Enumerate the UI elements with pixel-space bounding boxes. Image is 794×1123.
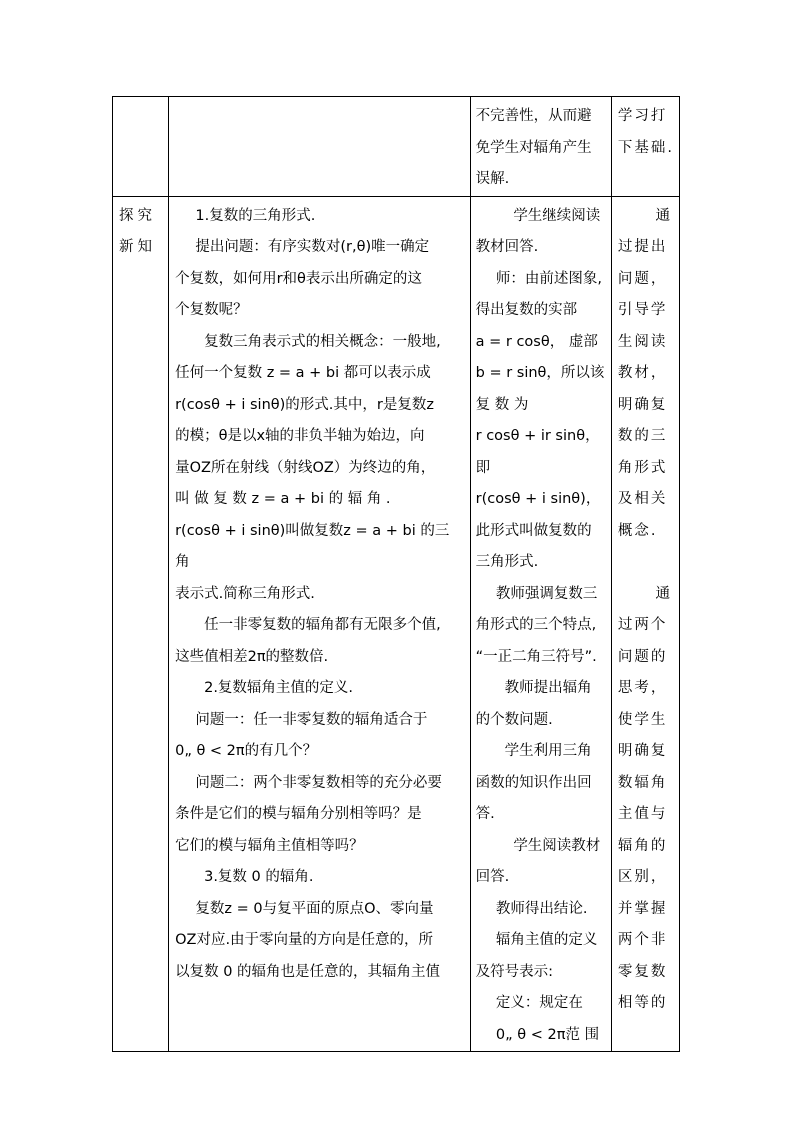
text-line: 数的三 [617, 428, 668, 444]
text-line: 的模；θ是以x轴的非负半轴为始边，向 [175, 428, 425, 444]
text-line [618, 547, 675, 579]
text-line: 复 数 为 [475, 396, 529, 413]
text-line: 通 [655, 207, 673, 224]
stage-cell [113, 97, 169, 197]
text-line: 下基础. [617, 139, 674, 156]
text-line: 明确复 [617, 396, 668, 413]
text-line: 个复数呢？ [175, 302, 248, 318]
text-line: 过提出 [617, 239, 668, 255]
text-line: 个复数，如何用r和θ表示出所确定的这 [175, 270, 422, 287]
text-line: 两个非 [617, 932, 668, 948]
purpose-cell [611, 196, 679, 1052]
text-line: r cosθ + ir sinθ，即 [475, 428, 600, 476]
text-line: 表示式.简称三角形式. [175, 585, 315, 602]
section-heading: 2.复数辐角主值的定义. [204, 680, 354, 696]
text-line: 这些值相差2π的整数倍. [175, 648, 329, 665]
table-row [113, 196, 680, 1052]
text-line: 生阅读 [617, 333, 668, 350]
purpose-cell [611, 97, 679, 197]
text-line: 过两个 [617, 617, 668, 633]
text-line: 任何一个复数 z = a + bi 都可以表示成 [175, 365, 431, 381]
text-line: 的个数问题. [475, 711, 553, 728]
text-line: 任一非零复数的辐角都有无限多个值, [204, 617, 441, 633]
table-row [113, 97, 680, 197]
text-line: 误解. [475, 171, 510, 187]
text-line: 答. [475, 806, 495, 822]
text-line: 教材， [617, 365, 668, 381]
text-line: “一正二角三符号”. [475, 648, 597, 665]
text-line: OZ对应.由于零向量的方向是任意的，所 [175, 932, 434, 948]
text-line: 免学生对辐角产生 [475, 139, 592, 156]
section-heading: 3.复数 0 的辐角. [204, 869, 314, 885]
text-line: 三角形式. [475, 554, 539, 570]
text-line: 使学生 [617, 711, 668, 728]
text-line: 问题的 [617, 648, 668, 665]
text-line: 学生阅读教材 [513, 837, 601, 854]
text-line: 教师得出结论. [495, 900, 588, 917]
text-line: 教材回答. [475, 239, 539, 255]
text-line: b = r sinθ，所以该 [475, 365, 605, 381]
text-line: 区别， [617, 869, 668, 885]
text-line: 角形式 [617, 459, 668, 476]
text-line: 0„ θ < 2π的有几个？ [175, 743, 318, 759]
text-line: 此形式叫做复数的 [475, 522, 592, 539]
text-line: 并掌握 [617, 900, 668, 917]
text-line: 相等的 [617, 995, 668, 1011]
text-line: r(cosθ + i sinθ)， [475, 491, 601, 507]
text-line: 通 [655, 585, 673, 602]
text-line: 辐角主值的定义 [495, 932, 598, 948]
text-line: 复数三角表示式的相关概念：一般地, [204, 333, 441, 350]
text-line: 定义：规定在 [495, 995, 583, 1011]
text-line: 条件是它们的模与辐角分别相等吗？是 [175, 806, 422, 822]
text-line: 数辐角 [617, 774, 668, 791]
text-line: 明确复 [617, 743, 668, 759]
stage-label: 新知 [119, 239, 156, 255]
text-line: 教师强调复数三 [495, 585, 598, 602]
text-line: 问题， [617, 270, 668, 287]
text-line: 学生继续阅读 [513, 207, 601, 224]
text-line: 师：由前述图象, [495, 270, 603, 287]
text-line: 及符号表示: [475, 963, 554, 980]
text-line: 问题二：两个非零复数相等的充分必要 [195, 774, 442, 791]
text-line: 叫 做 复 数 z = a + bi 的 辐 角 . [175, 491, 391, 507]
text-line: 零复数 [617, 963, 668, 980]
text-line: 概念. [617, 522, 658, 539]
content-cell [169, 196, 471, 1052]
stage-cell [113, 196, 169, 1052]
text-line: 思考， [617, 680, 668, 696]
text-line: 提出问题：有序实数对(r,θ)唯一确定 [195, 239, 430, 255]
text-line: 不完善性，从而避 [475, 108, 592, 124]
text-line: 以复数 0 的辐角也是任意的，其辐角主值 [175, 963, 441, 980]
text-line: 函数的知识作出回 [475, 774, 592, 791]
text-line: r(cosθ + i sinθ)的形式.其中，r是复数z [175, 396, 434, 413]
text-line: 量OZ所在射线（射线OZ）为终边的角， [175, 459, 436, 476]
text-line: 回答. [475, 869, 510, 885]
text-line: 0„ θ < 2π范 围 [495, 1026, 600, 1043]
lesson-plan-table [112, 96, 680, 1052]
text-line: 问题一：任一非零复数的辐角适合于 [195, 711, 428, 728]
text-line: a = r cosθ， 虚部 [475, 333, 598, 350]
text-line: 学习打 [617, 108, 668, 124]
text-line: 辐角的 [617, 837, 668, 854]
text-line: 引导学 [617, 302, 668, 318]
text-line: 学生利用三角 [504, 743, 592, 759]
stage-label: 探究 [119, 207, 156, 224]
text-line: 教师提出辐角 [504, 680, 592, 696]
text-line: 及相关 [617, 491, 668, 507]
activity-cell [470, 97, 611, 197]
text-line: 得出复数的实部 [475, 302, 578, 318]
section-heading: 1.复数的三角形式. [195, 207, 316, 224]
text-line: 复数z = 0与复平面的原点O、零向量 [195, 900, 434, 917]
activity-cell [470, 196, 611, 1052]
text-line: r(cosθ + i sinθ)叫做复数z = a + bi 的三角 [175, 522, 450, 570]
text-line: 主值与 [617, 806, 668, 822]
content-cell [169, 97, 471, 197]
text-line: 角形式的三个特点, [475, 617, 597, 633]
text-line: 它们的模与辐角主值相等吗？ [175, 837, 364, 854]
